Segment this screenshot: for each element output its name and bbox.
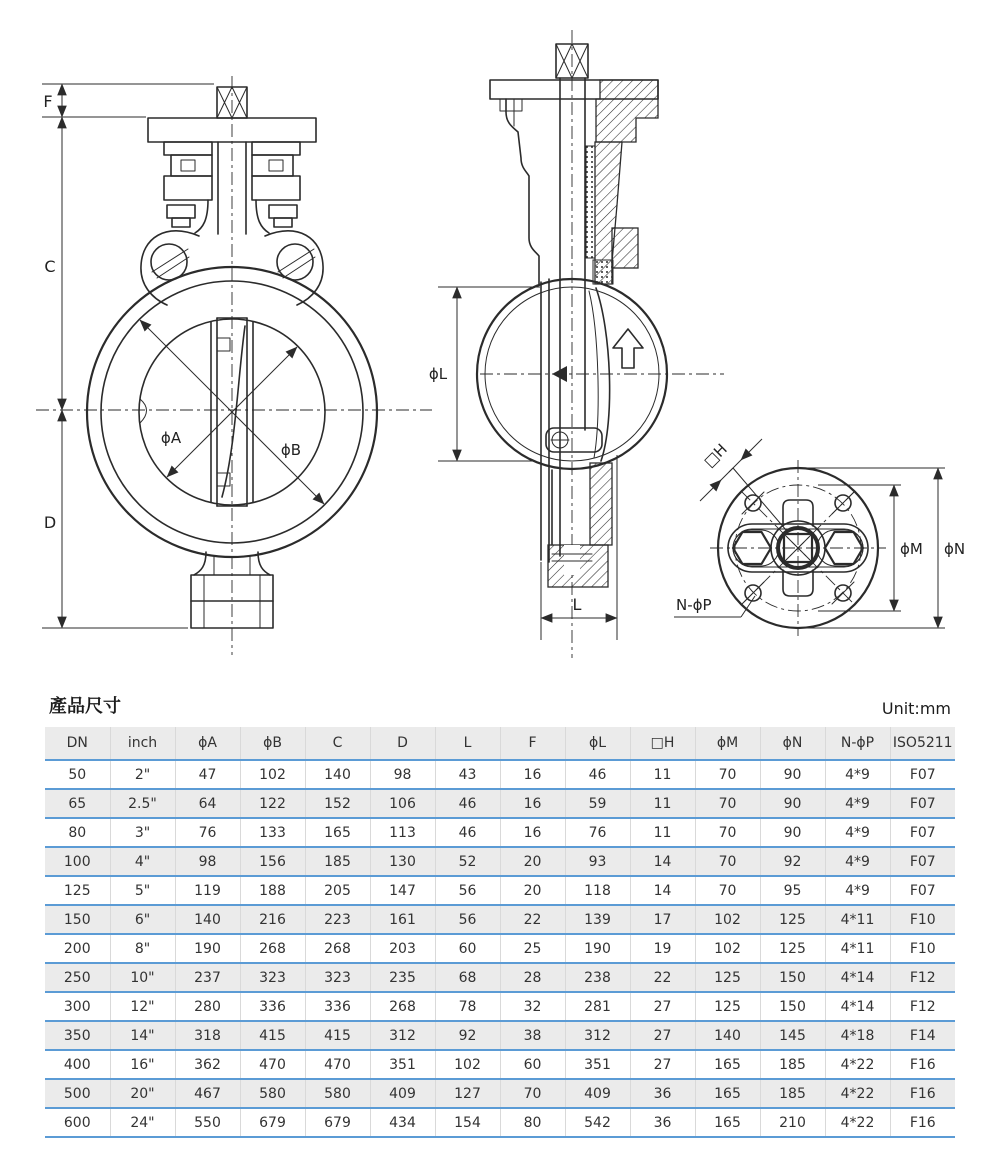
table-cell: 28 bbox=[500, 963, 565, 992]
table-cell: 550 bbox=[175, 1108, 240, 1137]
column-header: N-ϕP bbox=[825, 727, 890, 760]
column-header: ϕB bbox=[240, 727, 305, 760]
table-cell: 542 bbox=[565, 1108, 630, 1137]
table-cell: 56 bbox=[435, 876, 500, 905]
front-view bbox=[36, 76, 432, 655]
table-cell: 165 bbox=[695, 1050, 760, 1079]
table-cell: 150 bbox=[45, 905, 110, 934]
packing bbox=[586, 146, 595, 258]
unit-label: Unit:mm bbox=[881, 699, 951, 718]
table-cell: 14 bbox=[630, 847, 695, 876]
table-cell: 64 bbox=[175, 789, 240, 818]
table-cell: 145 bbox=[760, 1021, 825, 1050]
table-cell: 76 bbox=[175, 818, 240, 847]
column-header: D bbox=[370, 727, 435, 760]
table-cell: 165 bbox=[695, 1108, 760, 1137]
table-cell: F14 bbox=[890, 1021, 955, 1050]
table-cell: 5" bbox=[110, 876, 175, 905]
dim-label-l: L bbox=[572, 595, 582, 614]
table-cell: 467 bbox=[175, 1079, 240, 1108]
table-cell: 80 bbox=[45, 818, 110, 847]
table-cell: 16" bbox=[110, 1050, 175, 1079]
table-cell: 400 bbox=[45, 1050, 110, 1079]
table-row bbox=[45, 1021, 955, 1050]
table-cell: 12" bbox=[110, 992, 175, 1021]
table-cell: F16 bbox=[890, 1079, 955, 1108]
table-cell: 10" bbox=[110, 963, 175, 992]
table-cell: F07 bbox=[890, 760, 955, 789]
table-cell: 59 bbox=[565, 789, 630, 818]
table-cell: 139 bbox=[565, 905, 630, 934]
table-cell: 20" bbox=[110, 1079, 175, 1108]
table-cell: 351 bbox=[565, 1050, 630, 1079]
table-cell: 4*9 bbox=[825, 789, 890, 818]
table-cell: 70 bbox=[695, 818, 760, 847]
column-header: C bbox=[305, 727, 370, 760]
table-cell: 409 bbox=[565, 1079, 630, 1108]
table-cell: 190 bbox=[565, 934, 630, 963]
table-row bbox=[45, 963, 955, 992]
table-cell: 127 bbox=[435, 1079, 500, 1108]
table-cell: 60 bbox=[500, 1050, 565, 1079]
table-cell: 4*14 bbox=[825, 963, 890, 992]
table-cell: 6" bbox=[110, 905, 175, 934]
table-cell: 70 bbox=[695, 876, 760, 905]
column-header: ISO5211 bbox=[890, 727, 955, 760]
table-cell: 237 bbox=[175, 963, 240, 992]
table-row bbox=[45, 992, 955, 1021]
table-cell: 46 bbox=[565, 760, 630, 789]
table-cell: 43 bbox=[435, 760, 500, 789]
table-cell: 4*9 bbox=[825, 847, 890, 876]
table-cell: 4*14 bbox=[825, 992, 890, 1021]
table-cell: 318 bbox=[175, 1021, 240, 1050]
table-cell: 203 bbox=[370, 934, 435, 963]
table-cell: 415 bbox=[305, 1021, 370, 1050]
table-cell: 470 bbox=[240, 1050, 305, 1079]
side-section-view bbox=[429, 30, 724, 658]
table-cell: 8" bbox=[110, 934, 175, 963]
table-cell: 336 bbox=[240, 992, 305, 1021]
table-cell: 580 bbox=[305, 1079, 370, 1108]
table-cell: 4*22 bbox=[825, 1050, 890, 1079]
table-cell: 113 bbox=[370, 818, 435, 847]
table-cell: 76 bbox=[565, 818, 630, 847]
table-cell: 106 bbox=[370, 789, 435, 818]
table-cell: 70 bbox=[500, 1079, 565, 1108]
table-cell: 14 bbox=[630, 876, 695, 905]
table-cell: F07 bbox=[890, 818, 955, 847]
table-row bbox=[45, 1108, 955, 1137]
table-cell: 98 bbox=[175, 847, 240, 876]
bottom-hub-section bbox=[548, 463, 612, 587]
column-header: F bbox=[500, 727, 565, 760]
table-cell: 165 bbox=[695, 1079, 760, 1108]
table-cell: F12 bbox=[890, 963, 955, 992]
table-cell: 125 bbox=[695, 963, 760, 992]
dimension-table-section bbox=[45, 692, 955, 1138]
table-cell: F10 bbox=[890, 905, 955, 934]
table-cell: 679 bbox=[240, 1108, 305, 1137]
column-header: ϕL bbox=[565, 727, 630, 760]
table-cell: 17 bbox=[630, 905, 695, 934]
column-header: ϕA bbox=[175, 727, 240, 760]
table-cell: 281 bbox=[565, 992, 630, 1021]
flow-direction-arrow bbox=[613, 329, 643, 368]
top-flange-view bbox=[674, 439, 965, 636]
table-cell: 250 bbox=[45, 963, 110, 992]
table-cell: 70 bbox=[695, 789, 760, 818]
dim-label-d: D bbox=[43, 513, 57, 532]
table-cell: 268 bbox=[305, 934, 370, 963]
dim-label-c: C bbox=[44, 257, 56, 276]
table-cell: 93 bbox=[565, 847, 630, 876]
table-cell: 25 bbox=[500, 934, 565, 963]
table-row bbox=[45, 847, 955, 876]
table-cell: 22 bbox=[500, 905, 565, 934]
table-cell: 185 bbox=[305, 847, 370, 876]
table-cell: 27 bbox=[630, 992, 695, 1021]
table-cell: 190 bbox=[175, 934, 240, 963]
table-cell: 4*11 bbox=[825, 934, 890, 963]
table-cell: 210 bbox=[760, 1108, 825, 1137]
table-cell: 118 bbox=[565, 876, 630, 905]
table-cell: 14" bbox=[110, 1021, 175, 1050]
table-cell: 4" bbox=[110, 847, 175, 876]
table-row bbox=[45, 876, 955, 905]
table-cell: 300 bbox=[45, 992, 110, 1021]
table-cell: 68 bbox=[435, 963, 500, 992]
table-cell: 102 bbox=[695, 934, 760, 963]
column-header: ϕN bbox=[760, 727, 825, 760]
table-cell: 78 bbox=[435, 992, 500, 1021]
table-cell: F07 bbox=[890, 847, 955, 876]
table-row bbox=[45, 789, 955, 818]
table-header-row bbox=[45, 727, 955, 760]
table-cell: F12 bbox=[890, 992, 955, 1021]
dim-label-phi-l: ϕL bbox=[428, 365, 448, 383]
table-cell: 16 bbox=[500, 789, 565, 818]
dim-label-phi-b: ϕB bbox=[280, 441, 302, 459]
table-cell: 11 bbox=[630, 789, 695, 818]
table-cell: 312 bbox=[370, 1021, 435, 1050]
table-row bbox=[45, 934, 955, 963]
table-cell: 27 bbox=[630, 1050, 695, 1079]
table-cell: 409 bbox=[370, 1079, 435, 1108]
table-cell: 102 bbox=[240, 760, 305, 789]
table-cell: 90 bbox=[760, 818, 825, 847]
dim-label-phi-a: ϕA bbox=[160, 429, 182, 447]
table-cell: 3" bbox=[110, 818, 175, 847]
table-cell: 185 bbox=[760, 1079, 825, 1108]
section-title: 產品尺寸 bbox=[49, 696, 121, 717]
table-cell: 70 bbox=[695, 760, 760, 789]
table-cell: 351 bbox=[370, 1050, 435, 1079]
table-cell: 150 bbox=[760, 992, 825, 1021]
dim-label-phi-n: ϕN bbox=[944, 540, 966, 558]
table-cell: 280 bbox=[175, 992, 240, 1021]
table-cell: 125 bbox=[45, 876, 110, 905]
table-cell: 4*9 bbox=[825, 760, 890, 789]
table-cell: 216 bbox=[240, 905, 305, 934]
table-cell: 32 bbox=[500, 992, 565, 1021]
table-cell: 20 bbox=[500, 847, 565, 876]
table-cell: 22 bbox=[630, 963, 695, 992]
table-cell: 19 bbox=[630, 934, 695, 963]
column-header: L bbox=[435, 727, 500, 760]
table-cell: 46 bbox=[435, 789, 500, 818]
table-cell: 140 bbox=[305, 760, 370, 789]
table-cell: 362 bbox=[175, 1050, 240, 1079]
table-cell: 38 bbox=[500, 1021, 565, 1050]
table-cell: 130 bbox=[370, 847, 435, 876]
table-row bbox=[45, 1050, 955, 1079]
table-cell: 4*11 bbox=[825, 905, 890, 934]
table-cell: 65 bbox=[45, 789, 110, 818]
table-row bbox=[45, 760, 955, 789]
table-cell: 4*18 bbox=[825, 1021, 890, 1050]
table-row bbox=[45, 818, 955, 847]
table-cell: 323 bbox=[305, 963, 370, 992]
table-cell: 90 bbox=[760, 760, 825, 789]
table-cell: 580 bbox=[240, 1079, 305, 1108]
table-cell: 200 bbox=[45, 934, 110, 963]
table-cell: 133 bbox=[240, 818, 305, 847]
table-cell: 98 bbox=[370, 760, 435, 789]
column-header: □H bbox=[630, 727, 695, 760]
table-cell: 223 bbox=[305, 905, 370, 934]
table-cell: 125 bbox=[760, 905, 825, 934]
table-cell: F07 bbox=[890, 876, 955, 905]
table-cell: 36 bbox=[630, 1108, 695, 1137]
table-cell: 140 bbox=[175, 905, 240, 934]
table-cell: 36 bbox=[630, 1079, 695, 1108]
table-cell: F16 bbox=[890, 1108, 955, 1137]
table-cell: 679 bbox=[305, 1108, 370, 1137]
dim-label-phi-m: ϕM bbox=[900, 540, 923, 558]
table-cell: 125 bbox=[695, 992, 760, 1021]
table-cell: 156 bbox=[240, 847, 305, 876]
table-cell: 60 bbox=[435, 934, 500, 963]
table-cell: 92 bbox=[760, 847, 825, 876]
table-cell: 46 bbox=[435, 818, 500, 847]
column-header: DN bbox=[45, 727, 110, 760]
table-cell: 16 bbox=[500, 818, 565, 847]
table-cell: 161 bbox=[370, 905, 435, 934]
table-cell: 125 bbox=[760, 934, 825, 963]
table-cell: 268 bbox=[240, 934, 305, 963]
dim-label-square-h: □H bbox=[700, 440, 731, 471]
table-cell: 235 bbox=[370, 963, 435, 992]
table-cell: 154 bbox=[435, 1108, 500, 1137]
table-cell: F07 bbox=[890, 789, 955, 818]
table-cell: 4*22 bbox=[825, 1108, 890, 1137]
table-cell: 2" bbox=[110, 760, 175, 789]
table-cell: 415 bbox=[240, 1021, 305, 1050]
table-cell: 27 bbox=[630, 1021, 695, 1050]
column-header: ϕM bbox=[695, 727, 760, 760]
table-cell: 90 bbox=[760, 789, 825, 818]
table-cell: 16 bbox=[500, 760, 565, 789]
table-cell: 102 bbox=[435, 1050, 500, 1079]
square-h-dimension bbox=[700, 439, 786, 530]
table-cell: 188 bbox=[240, 876, 305, 905]
column-header: inch bbox=[110, 727, 175, 760]
table-cell: 500 bbox=[45, 1079, 110, 1108]
table-cell: 323 bbox=[240, 963, 305, 992]
table-cell: 268 bbox=[370, 992, 435, 1021]
table-cell: 2.5" bbox=[110, 789, 175, 818]
bonnet-outline bbox=[506, 99, 539, 284]
table-cell: 600 bbox=[45, 1108, 110, 1137]
table-cell: 122 bbox=[240, 789, 305, 818]
table-cell: 165 bbox=[305, 818, 370, 847]
table-cell: 147 bbox=[370, 876, 435, 905]
table-cell: 102 bbox=[695, 905, 760, 934]
table-cell: 56 bbox=[435, 905, 500, 934]
table-cell: 238 bbox=[565, 963, 630, 992]
dimension-table bbox=[45, 727, 955, 1138]
table-cell: 4*9 bbox=[825, 818, 890, 847]
table-cell: 47 bbox=[175, 760, 240, 789]
dim-label-f: F bbox=[43, 92, 53, 111]
table-cell: 52 bbox=[435, 847, 500, 876]
table-cell: 336 bbox=[305, 992, 370, 1021]
table-cell: 24" bbox=[110, 1108, 175, 1137]
table-cell: 434 bbox=[370, 1108, 435, 1137]
table-cell: 70 bbox=[695, 847, 760, 876]
table-cell: 470 bbox=[305, 1050, 370, 1079]
table-cell: 80 bbox=[500, 1108, 565, 1137]
table-cell: 95 bbox=[760, 876, 825, 905]
table-cell: 92 bbox=[435, 1021, 500, 1050]
table-cell: 140 bbox=[695, 1021, 760, 1050]
table-cell: F10 bbox=[890, 934, 955, 963]
table-cell: 185 bbox=[760, 1050, 825, 1079]
table-cell: 4*9 bbox=[825, 876, 890, 905]
dim-label-n-phi-p: N-ϕP bbox=[676, 596, 712, 614]
table-cell: 20 bbox=[500, 876, 565, 905]
table-cell: 119 bbox=[175, 876, 240, 905]
table-cell: 350 bbox=[45, 1021, 110, 1050]
table-cell: F16 bbox=[890, 1050, 955, 1079]
table-cell: 11 bbox=[630, 760, 695, 789]
table-header-bar bbox=[45, 692, 955, 718]
table-cell: 152 bbox=[305, 789, 370, 818]
table-row bbox=[45, 905, 955, 934]
table-cell: 205 bbox=[305, 876, 370, 905]
table-cell: 50 bbox=[45, 760, 110, 789]
table-cell: 312 bbox=[565, 1021, 630, 1050]
table-cell: 11 bbox=[630, 818, 695, 847]
table-cell: 4*22 bbox=[825, 1079, 890, 1108]
table-cell: 150 bbox=[760, 963, 825, 992]
table-cell: 100 bbox=[45, 847, 110, 876]
table-row bbox=[45, 1079, 955, 1108]
